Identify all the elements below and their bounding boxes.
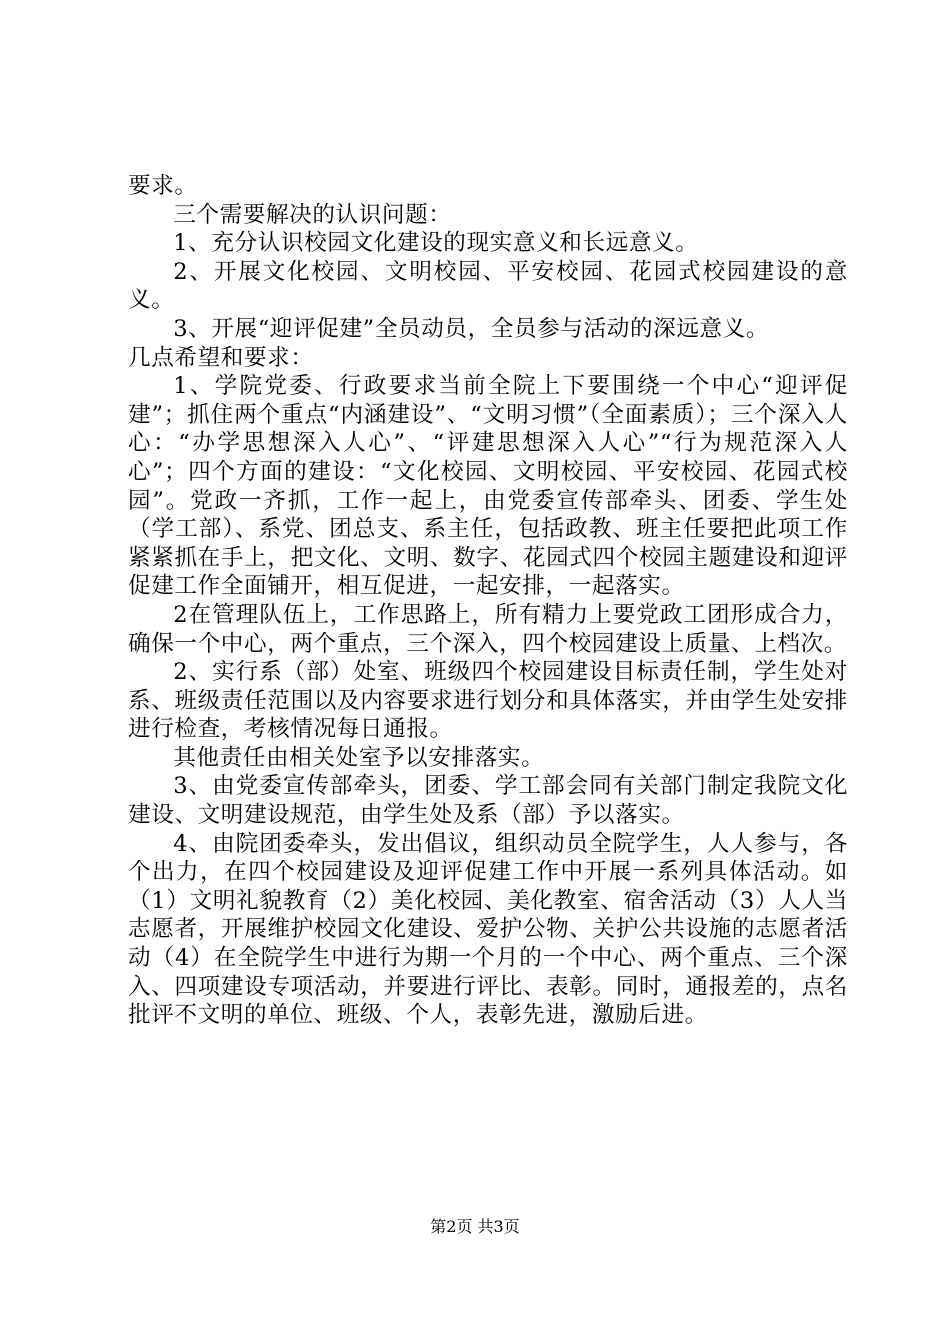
paragraph: 1、学院党委、行政要求当前全院上下要围绕一个中心“迎评促建”；抓住两个重点“内涵建设”、“文明习惯”（全面素质）；三个深入人心：“办学思想深入人心”、“评建思想深入人心”“行为规范深入人心”；四个方面的建设：“文化校园、文明校园、平安校园、花园式校园”。党政一齐抓，工作一起上，由党委宣传部牵头、团委、学生处（学工部）、系党、团总支、系主任，包括政教、班主任要把此项工作紧紧抓在手上，把文化、文明、数字、花园式四个校园主题建设和迎评促建工作全面铺开，相互促进，一起安排，一起落实。: [128, 373, 848, 600]
paragraph: 三个需要解决的认识问题：: [173, 201, 452, 228]
paragraph: 2在管理队伍上，工作思路上，所有精力上要党政工团形成合力，确保一个中心，两个重点，三个深入，四个校园建设上质量、上档次。: [128, 601, 848, 657]
paragraph: 3、开展“迎评促建”全员动员，全员参与活动的深远意义。: [173, 315, 770, 342]
paragraph: 3、由党委宣传部牵头，团委、学工部会同有关部门制定我院文化建设、文明建设规范，由学生处及系（部）予以落实。: [128, 773, 848, 829]
paragraph: 其他责任由相关处室予以安排落实。: [173, 744, 545, 771]
page-number-label: 第2页 共3页: [430, 1217, 520, 1236]
paragraph: 要求。: [128, 173, 198, 199]
document-body: [128, 172, 848, 1030]
page-footer: [0, 1217, 950, 1237]
paragraph: 2、开展文化校园、文明校园、平安校园、花园式校园建设的意义。: [128, 258, 848, 314]
paragraph: 1、充分认识校园文化建设的现实意义和长远意义。: [173, 230, 699, 257]
paragraph: 2、实行系（部）处室、班级四个校园建设目标责任制，学生处对系、班级责任范围以及内容要求进行划分和具体落实，并由学生处安排进行检查，考核情况每日通报。: [128, 659, 848, 743]
paragraph: 几点希望和要求：: [128, 344, 314, 371]
paragraph: 4、由院团委牵头，发出倡议，组织动员全院学生，人人参与，各个出力，在四个校园建设及迎评促建工作中开展一系列具体活动。如（1）文明礼貌教育（2）美化校园、美化教室、宿舍活动（3）人人当志愿者，开展维护校园文化建设、爱护公物、关护公共设施的志愿者活动（4）在全院学生中进行为期一个月的一个中心、两个重点、三个深入、四项建设专项活动，并要进行评比、表彰。同时，通报差的，点名批评不文明的单位、班级、个人，表彰先进，激励后进。: [128, 830, 848, 1029]
